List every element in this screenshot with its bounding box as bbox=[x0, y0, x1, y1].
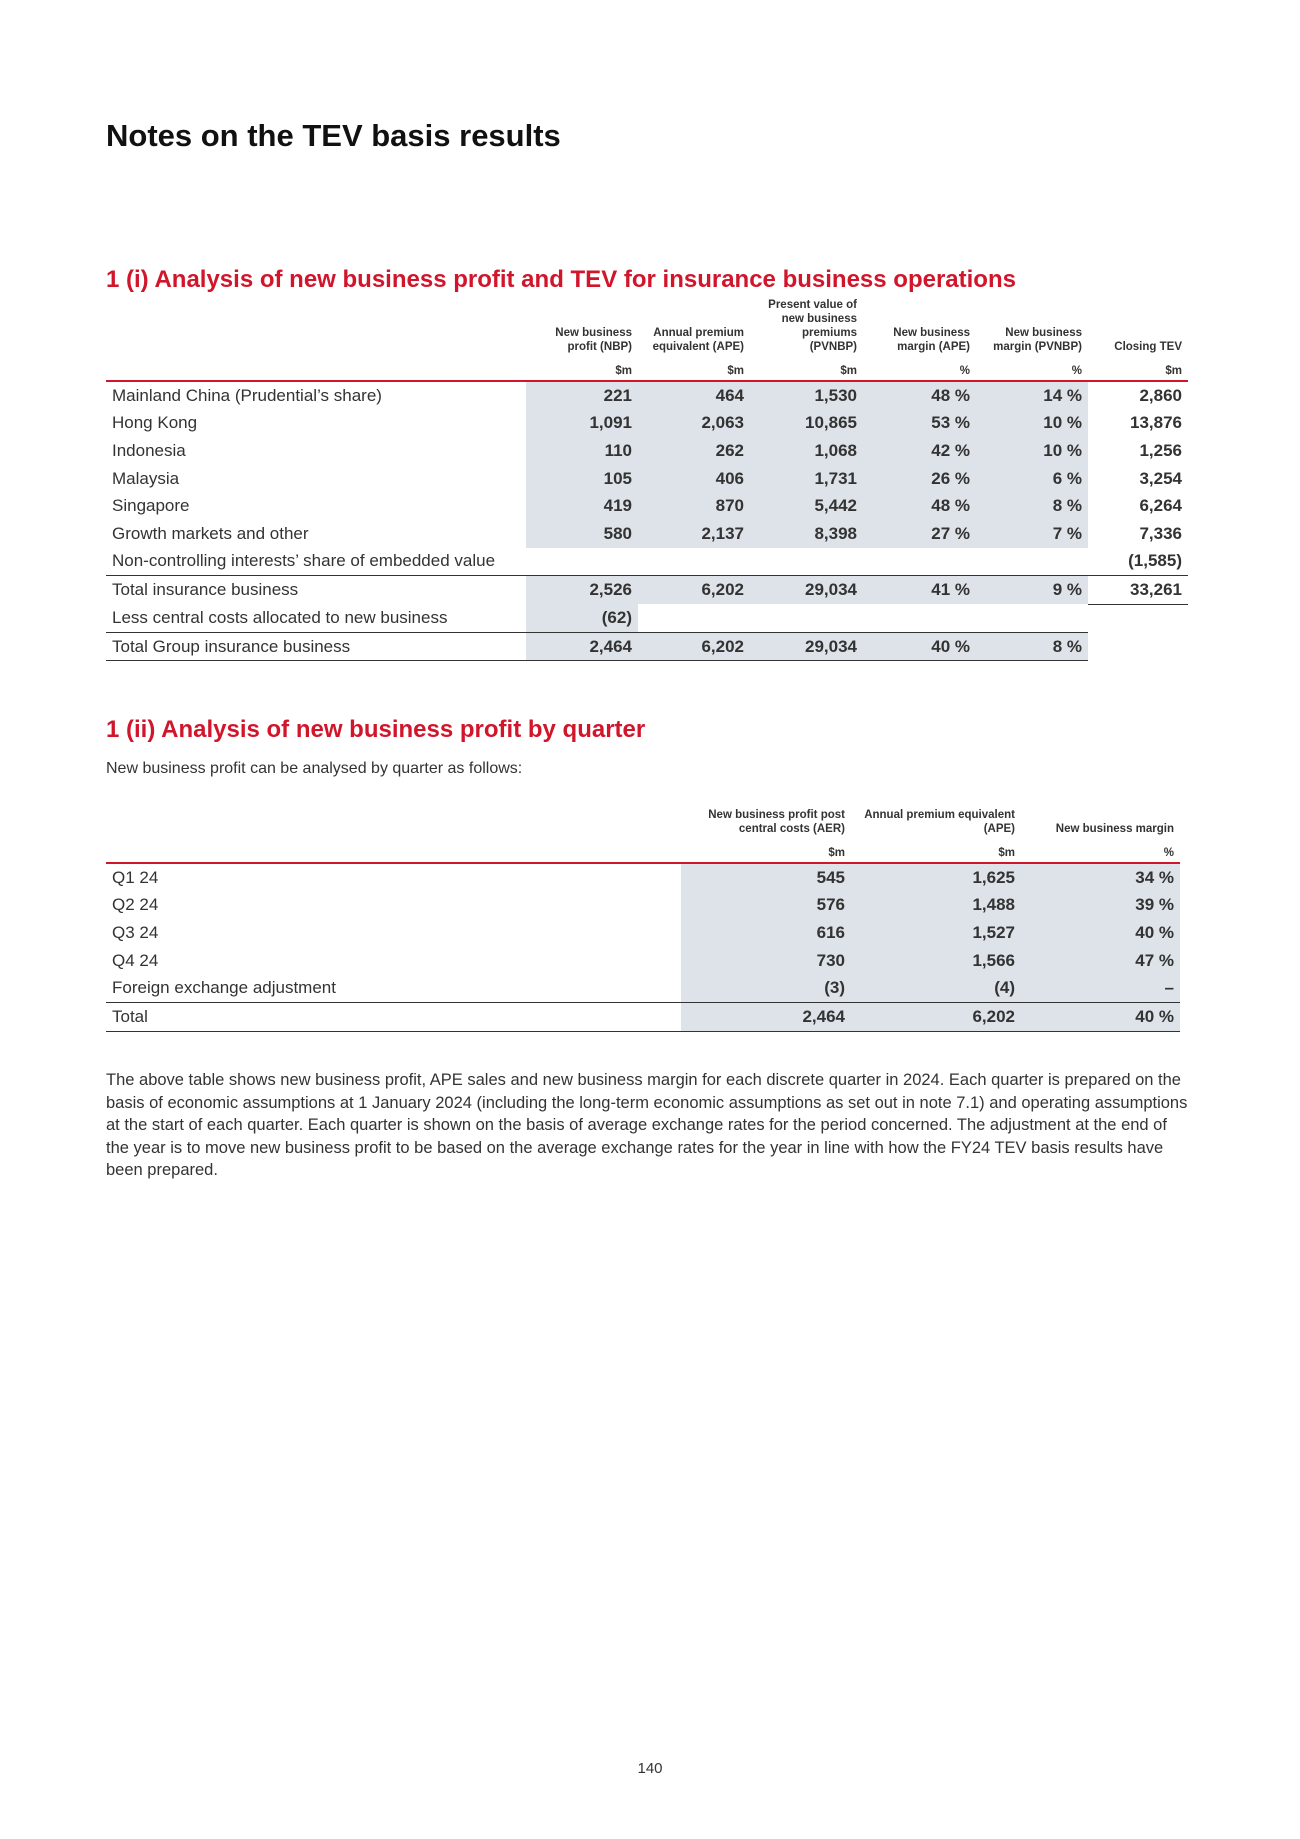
table-cell bbox=[750, 604, 863, 632]
table-cell: 7 % bbox=[976, 520, 1088, 548]
table-row bbox=[106, 892, 1180, 920]
page-title: Notes on the TEV basis results bbox=[106, 118, 561, 153]
table-cell: 110 bbox=[526, 437, 638, 465]
column-header: New business margin (APE) bbox=[893, 327, 970, 353]
table-cell: 105 bbox=[526, 465, 638, 493]
row-label: Mainland China (Prudential’s share) bbox=[112, 385, 382, 405]
table-cell bbox=[863, 548, 976, 576]
table-cell: 221 bbox=[526, 381, 638, 410]
table-row bbox=[106, 974, 1180, 1002]
table-cell: 6,202 bbox=[638, 632, 750, 661]
row-label: Growth markets and other bbox=[112, 523, 309, 543]
table-cell bbox=[1088, 632, 1188, 661]
quarterly-explanation-paragraph: The above table shows new business profit, APE sales and new business margin for each discrete quarter in 2024. Each quarter is prepared on the basis of economic assumptions at 1 January 2024 (including the long-term economic assumptions as set out in note 7.1) and operating assumptions at the start of each quarter. Each quarter is shown on the basis of average exchange rates for the period concerned. The adjustment at the end of the year is to move new business profit to be based on the average exchange rates for the year in line with how the FY24 TEV basis results have been prepared. bbox=[106, 1071, 1188, 1179]
column-unit: $m bbox=[840, 365, 857, 377]
table-cell: 616 bbox=[681, 919, 851, 947]
unit-row bbox=[106, 840, 1180, 863]
table-cell: 3,254 bbox=[1139, 468, 1182, 488]
table-cell: 870 bbox=[638, 492, 750, 520]
table-cell: 39 % bbox=[1021, 892, 1180, 920]
table-cell: – bbox=[1021, 974, 1180, 1002]
table-row bbox=[106, 465, 1188, 493]
table-cell bbox=[638, 548, 750, 576]
new-business-tev-table bbox=[106, 298, 1188, 661]
table-cell: 6,264 bbox=[1139, 496, 1182, 516]
row-label: Less central costs allocated to new business bbox=[112, 608, 448, 628]
quarterly-new-business-table bbox=[106, 808, 1180, 1032]
unit-row bbox=[106, 358, 1188, 381]
table-cell: 2,860 bbox=[1139, 385, 1182, 405]
row-label: Indonesia bbox=[112, 440, 186, 460]
table-row-total bbox=[106, 1002, 1180, 1031]
table-cell bbox=[1088, 604, 1188, 632]
table-cell: 47 % bbox=[1021, 947, 1180, 975]
table-cell: 1,566 bbox=[851, 947, 1021, 975]
table-cell: 5,442 bbox=[750, 492, 863, 520]
column-unit: $m bbox=[828, 847, 845, 859]
row-label: Total Group insurance business bbox=[106, 632, 526, 661]
row-label: Foreign exchange adjustment bbox=[112, 978, 336, 998]
table-cell bbox=[750, 548, 863, 576]
table-cell: 41 % bbox=[863, 576, 976, 605]
table-cell: 2,137 bbox=[638, 520, 750, 548]
column-header: Annual premium equivalent (APE) bbox=[864, 809, 1015, 835]
page-number: 140 bbox=[637, 1760, 663, 1777]
quarterly-intro-text: New business profit can be analysed by quarter as follows: bbox=[106, 760, 523, 777]
table-cell bbox=[863, 604, 976, 632]
table-header-row bbox=[106, 808, 1180, 840]
table-cell: 2,063 bbox=[638, 410, 750, 438]
table-cell: 2,464 bbox=[681, 1002, 851, 1031]
row-label: Q4 24 bbox=[112, 950, 159, 970]
table-row bbox=[106, 381, 1188, 410]
row-label: Non-controlling interests’ share of embedded value bbox=[112, 551, 496, 571]
table-cell: 26 % bbox=[863, 465, 976, 493]
table-cell: 2,464 bbox=[526, 632, 638, 661]
column-header: New business margin (PVNBP) bbox=[993, 327, 1082, 353]
header-label-cell bbox=[106, 298, 526, 358]
table-cell bbox=[638, 604, 750, 632]
table-cell: 13,876 bbox=[1130, 413, 1182, 433]
section-heading-quarterly: 1 (ii) Analysis of new business profit by quarter bbox=[106, 716, 646, 743]
column-header: New business profit (NBP) bbox=[555, 327, 632, 353]
table-cell: 48 % bbox=[863, 381, 976, 410]
table-cell: 1,091 bbox=[526, 410, 638, 438]
table-cell: 53 % bbox=[863, 410, 976, 438]
header-label-cell bbox=[106, 808, 681, 840]
table-cell: 6,202 bbox=[851, 1002, 1021, 1031]
table-cell bbox=[526, 548, 638, 576]
column-unit: $m bbox=[1165, 365, 1182, 377]
table-cell: 545 bbox=[681, 863, 851, 892]
table-cell: 580 bbox=[526, 520, 638, 548]
table-cell: 2,526 bbox=[526, 576, 638, 605]
column-unit: % bbox=[1163, 847, 1174, 859]
column-header: Closing TEV bbox=[1114, 341, 1182, 353]
section-heading-new-business-tev: 1 (i) Analysis of new business profit and TEV for insurance business operations bbox=[106, 266, 1016, 293]
table-cell: 40 % bbox=[1021, 1002, 1180, 1031]
row-label: Total insurance business bbox=[106, 576, 526, 605]
table-cell: 48 % bbox=[863, 492, 976, 520]
column-unit: % bbox=[1071, 365, 1082, 377]
table-cell: 1,068 bbox=[750, 437, 863, 465]
table-row bbox=[106, 410, 1188, 438]
table-cell: 1,488 bbox=[851, 892, 1021, 920]
table-cell: 27 % bbox=[863, 520, 976, 548]
column-header: Present value of new business premiums (PVNBP) bbox=[768, 299, 857, 353]
table-row bbox=[106, 919, 1180, 947]
column-unit: $m bbox=[615, 365, 632, 377]
table-cell: (3) bbox=[681, 974, 851, 1002]
table-cell: 406 bbox=[638, 465, 750, 493]
table-cell: 42 % bbox=[863, 437, 976, 465]
column-header: Annual premium equivalent (APE) bbox=[652, 327, 744, 353]
table-cell: 6,202 bbox=[638, 576, 750, 605]
table-cell: (4) bbox=[851, 974, 1021, 1002]
unit-label-cell bbox=[106, 840, 681, 863]
table-cell: 1,625 bbox=[851, 863, 1021, 892]
row-label: Malaysia bbox=[112, 468, 180, 488]
column-unit: $m bbox=[727, 365, 744, 377]
table-cell: 34 % bbox=[1021, 863, 1180, 892]
table-cell: (1,585) bbox=[1128, 551, 1182, 571]
row-label: Hong Kong bbox=[112, 413, 198, 433]
row-label: Q3 24 bbox=[112, 922, 159, 942]
table-row bbox=[106, 863, 1180, 892]
table-row-total bbox=[106, 576, 1188, 605]
table-cell: 10 % bbox=[976, 410, 1088, 438]
table-cell: 7,336 bbox=[1139, 523, 1182, 543]
table-row-group-total bbox=[106, 632, 1188, 661]
table-cell: 10,865 bbox=[750, 410, 863, 438]
column-unit: $m bbox=[998, 847, 1015, 859]
column-header: New business margin bbox=[1055, 823, 1174, 835]
table-cell: 8 % bbox=[976, 632, 1088, 661]
table-cell: 1,530 bbox=[750, 381, 863, 410]
table-cell: 419 bbox=[526, 492, 638, 520]
table-cell bbox=[976, 548, 1088, 576]
row-label: Singapore bbox=[112, 496, 190, 516]
table-cell: 1,256 bbox=[1139, 440, 1182, 460]
table-cell: 29,034 bbox=[750, 576, 863, 605]
table-row bbox=[106, 520, 1188, 548]
table-cell: 1,731 bbox=[750, 465, 863, 493]
table-cell: 262 bbox=[638, 437, 750, 465]
table-cell: 33,261 bbox=[1088, 576, 1188, 605]
table-cell: 6 % bbox=[976, 465, 1088, 493]
column-header: New business profit post central costs (AER) bbox=[708, 809, 845, 835]
table-cell: 40 % bbox=[863, 632, 976, 661]
row-label: Q2 24 bbox=[112, 895, 159, 915]
row-label: Q1 24 bbox=[112, 867, 159, 887]
table-cell: 10 % bbox=[976, 437, 1088, 465]
table-row bbox=[106, 548, 1188, 576]
table-cell: 29,034 bbox=[750, 632, 863, 661]
table-row bbox=[106, 492, 1188, 520]
table-cell: 576 bbox=[681, 892, 851, 920]
row-label: Total bbox=[106, 1002, 681, 1031]
table-row bbox=[106, 947, 1180, 975]
table-cell: 9 % bbox=[976, 576, 1088, 605]
table-cell: (62) bbox=[526, 604, 638, 632]
table-cell: 8 % bbox=[976, 492, 1088, 520]
table-cell: 1,527 bbox=[851, 919, 1021, 947]
table-header-row bbox=[106, 298, 1188, 358]
table-cell: 730 bbox=[681, 947, 851, 975]
table-cell: 40 % bbox=[1021, 919, 1180, 947]
table-cell: 8,398 bbox=[750, 520, 863, 548]
table-cell: 464 bbox=[638, 381, 750, 410]
table-row bbox=[106, 604, 1188, 632]
table-cell bbox=[976, 604, 1088, 632]
column-unit: % bbox=[959, 365, 970, 377]
unit-label-cell bbox=[106, 358, 526, 381]
table-row bbox=[106, 437, 1188, 465]
table-cell: 14 % bbox=[976, 381, 1088, 410]
